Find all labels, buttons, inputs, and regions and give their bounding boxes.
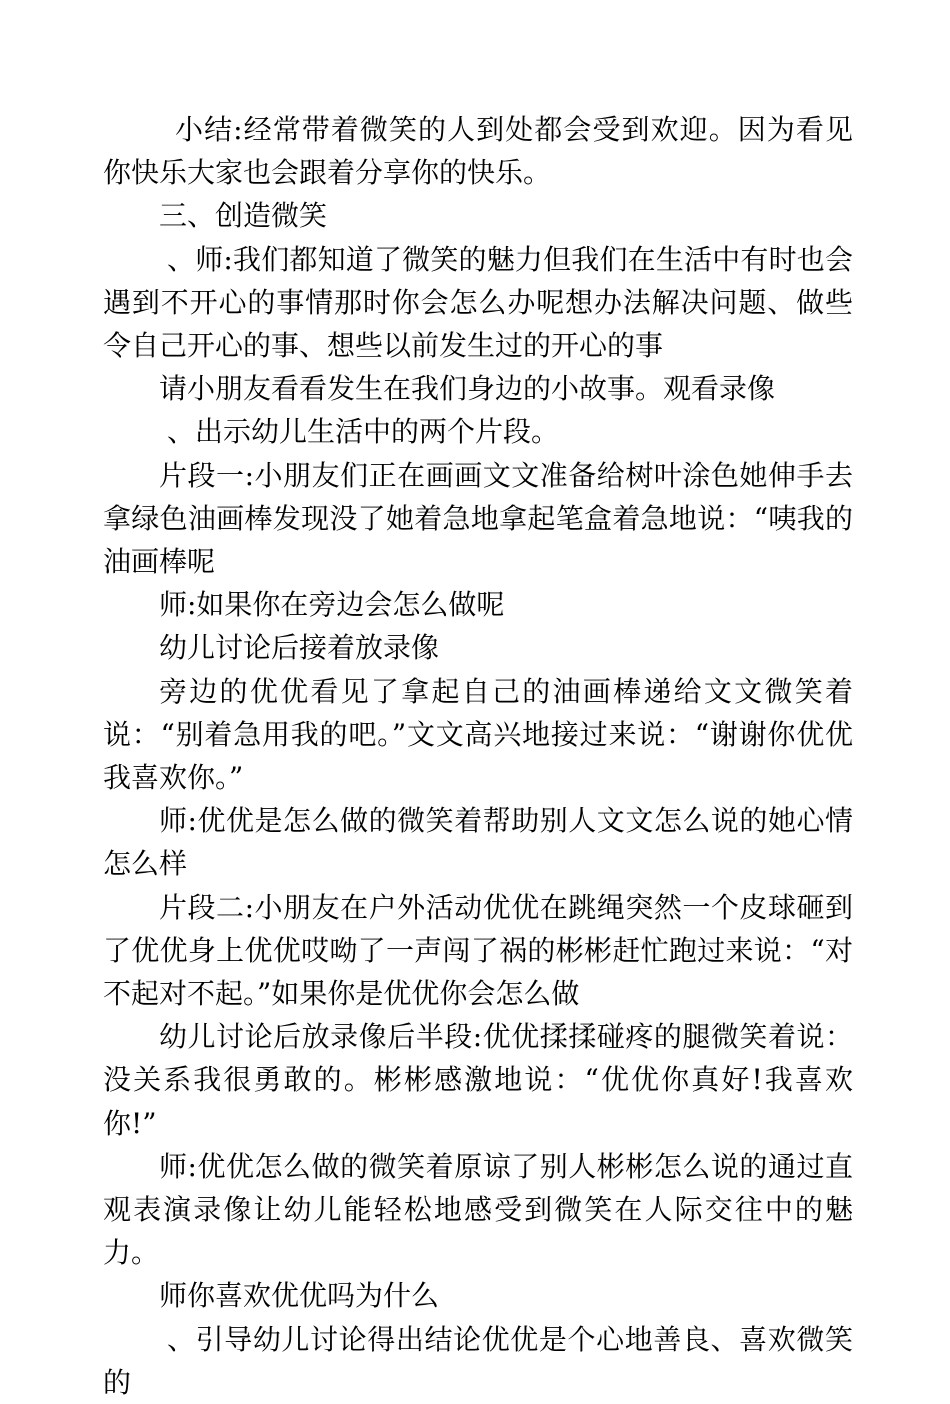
paragraph-teacher-question-one: 师:如果你在旁边会怎么做呢 — [159, 588, 505, 622]
section-heading-create-smile: 三、创造微笑 — [159, 199, 328, 233]
paragraph-teacher-question-three: 师你喜欢优优吗为什么 — [159, 1279, 440, 1313]
paragraph-summary: 小结:经常带着微笑的人到处都会受到欢迎。因为看见你快乐大家也会跟着分享你的快乐。 — [103, 113, 853, 190]
paragraph-segment-two: 片段二:小朋友在户外活动优优在跳绳突然一个皮球砸到了优优身上优优哎呦了一声闯了祸的彬彬赶忙跑过来说：“对不起对不起。”如果你是优优你会怎么做 — [103, 890, 853, 1011]
paragraph-show-segments: 、出示幼儿生活中的两个片段。 — [167, 415, 560, 449]
paragraph-teacher-question-two: 师:优优是怎么做的微笑着帮助别人文文怎么说的她心情怎么样 — [103, 804, 853, 881]
paragraph-guide-discussion: 、引导幼儿讨论得出结论优优是个心地善良、喜欢微笑的 — [103, 1322, 853, 1399]
document-body — [103, 108, 853, 1404]
paragraph-discussion-one: 幼儿讨论后接着放录像 — [159, 631, 440, 665]
paragraph-teacher-summary: 师:优优怎么做的微笑着原谅了别人彬彬怎么说的通过直观表演录像让幼儿能轻松地感受到微笑在人际交往中的魅力。 — [103, 1149, 853, 1270]
paragraph-teacher-intro: 、师:我们都知道了微笑的魅力但我们在生活中有时也会遇到不开心的事情那时你会怎么办呢想办法解决问题、做些令自己开心的事、想些以前发生过的开心的事 — [103, 242, 853, 363]
paragraph-segment-one: 片段一:小朋友们正在画画文文准备给树叶涂色她伸手去拿绿色油画棒发现没了她着急地拿起笔盒着急地说：“咦我的油画棒呢 — [103, 458, 853, 579]
paragraph-discussion-two: 幼儿讨论后放录像后半段:优优揉揉碰疼的腿微笑着说：没关系我很勇敢的。彬彬感激地说：“优优你真好!我喜欢你!” — [103, 1020, 853, 1140]
paragraph-watch-video: 请小朋友看看发生在我们身边的小故事。观看录像 — [159, 372, 776, 406]
paragraph-youyou-helps: 旁边的优优看见了拿起自己的油画棒递给文文微笑着说：“别着急用我的吧。”文文高兴地接过来说：“谢谢你优优我喜欢你。” — [103, 674, 853, 795]
